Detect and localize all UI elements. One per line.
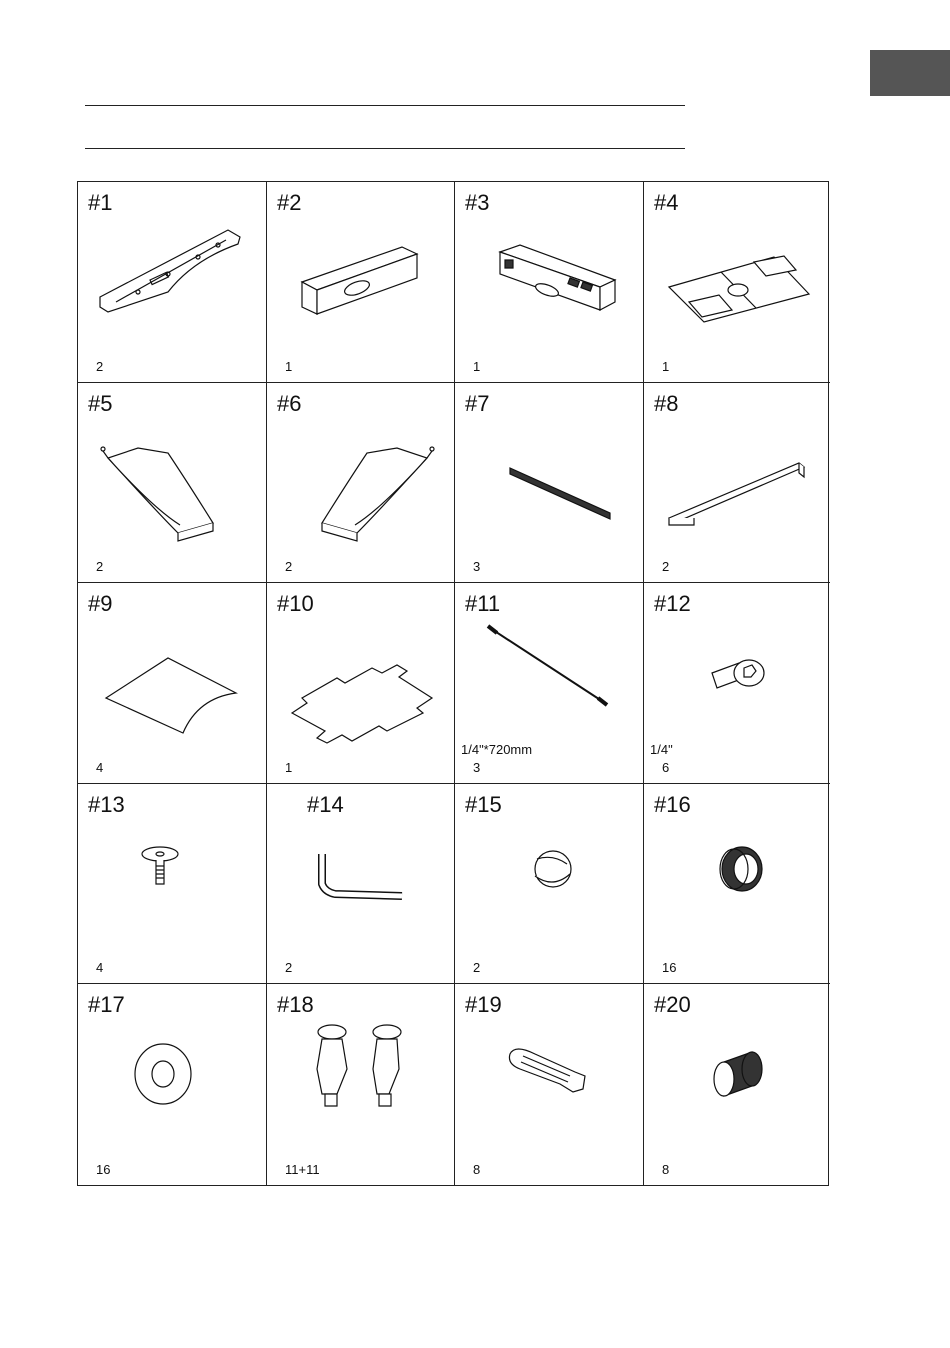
part-cell-5 xyxy=(78,383,267,584)
part-number: #11 xyxy=(465,591,501,617)
part-number: #8 xyxy=(654,390,679,416)
part-number: #18 xyxy=(277,992,314,1018)
part-cell-2 xyxy=(267,182,455,383)
bumper-icon xyxy=(664,814,814,954)
part-cell-14 xyxy=(267,784,455,985)
part-qty: 4 xyxy=(96,960,104,976)
part-cell-20 xyxy=(644,984,830,1185)
part-number: #6 xyxy=(277,390,302,416)
part-qty: 2 xyxy=(662,559,670,575)
part-qty: 3 xyxy=(473,759,481,775)
section-tab-marker xyxy=(870,50,950,96)
part-qty: 2 xyxy=(96,358,104,374)
part-spec: 1/4" xyxy=(650,741,673,757)
part-number: #7 xyxy=(465,390,490,416)
soccer-field-board-icon xyxy=(664,212,814,352)
allen-key-icon xyxy=(287,814,437,954)
part-qty: 1 xyxy=(285,759,293,775)
part-qty: 2 xyxy=(285,960,293,976)
part-qty: 2 xyxy=(473,960,481,976)
part-cell-1 xyxy=(78,182,267,383)
part-number: #13 xyxy=(88,791,125,817)
part-cell-12 xyxy=(644,583,830,784)
part-cell-6 xyxy=(267,383,455,584)
part-qty: 2 xyxy=(96,559,104,575)
title-rule-bottom xyxy=(85,148,685,149)
scoreboard-end-panel-icon xyxy=(475,212,625,352)
part-cell-3 xyxy=(455,182,644,383)
part-cell-17 xyxy=(78,984,267,1185)
goal-end-panel-icon xyxy=(287,212,437,352)
hex-bolt-icon xyxy=(664,613,814,753)
part-qty: 1 xyxy=(662,358,670,374)
part-number: #5 xyxy=(88,390,113,416)
part-qty: 8 xyxy=(662,1162,670,1177)
player-figures-icon xyxy=(287,1014,437,1154)
part-number: #3 xyxy=(465,190,490,215)
part-cell-19 xyxy=(455,984,644,1185)
part-number: #10 xyxy=(277,591,314,617)
part-cell-18 xyxy=(267,984,455,1185)
part-qty: 16 xyxy=(662,960,677,976)
part-qty: 16 xyxy=(96,1162,111,1177)
part-cell-11 xyxy=(455,583,644,784)
part-number: #14 xyxy=(307,791,344,817)
support-bar-icon xyxy=(475,413,625,553)
end-cap-icon xyxy=(664,1014,814,1154)
part-number: #2 xyxy=(277,190,302,215)
part-qty: 8 xyxy=(473,1162,481,1177)
part-qty: 11+11 xyxy=(285,1162,320,1177)
title-rule-top xyxy=(85,105,685,106)
part-qty: 3 xyxy=(473,559,481,575)
part-number: #12 xyxy=(654,591,691,617)
washer-icon xyxy=(98,1014,248,1154)
right-leg-panel-icon xyxy=(287,413,437,553)
part-cell-8 xyxy=(644,383,830,584)
part-number: #16 xyxy=(654,791,691,817)
part-qty: 1 xyxy=(473,358,481,374)
part-qty: 2 xyxy=(285,559,293,575)
part-number: #1 xyxy=(88,190,113,215)
part-number: #4 xyxy=(654,190,679,215)
base-board-icon xyxy=(287,613,437,753)
ball-icon xyxy=(475,814,625,954)
part-cell-4 xyxy=(644,182,830,383)
part-number: #17 xyxy=(88,992,125,1018)
playfield-rail-icon xyxy=(98,212,248,352)
part-cell-16 xyxy=(644,784,830,985)
part-cell-10 xyxy=(267,583,455,784)
part-cell-15 xyxy=(455,784,644,985)
corner-sheet-icon xyxy=(98,613,248,753)
part-qty: 6 xyxy=(662,759,670,775)
cross-brace-icon xyxy=(664,413,814,553)
part-cell-13 xyxy=(78,784,267,985)
part-number: #9 xyxy=(88,591,113,617)
part-number: #20 xyxy=(654,992,691,1018)
parts-grid xyxy=(77,181,829,1186)
part-number: #15 xyxy=(465,791,502,817)
part-number: #19 xyxy=(465,992,502,1018)
leveler-foot-icon xyxy=(98,814,248,954)
handle-grip-icon xyxy=(475,1014,625,1154)
part-cell-9 xyxy=(78,583,267,784)
part-qty: 4 xyxy=(96,759,104,775)
threaded-rod-icon xyxy=(475,613,625,753)
part-qty: 1 xyxy=(285,358,293,374)
left-leg-panel-icon xyxy=(98,413,248,553)
part-spec: 1/4"*720mm xyxy=(461,741,533,757)
part-cell-7 xyxy=(455,383,644,584)
